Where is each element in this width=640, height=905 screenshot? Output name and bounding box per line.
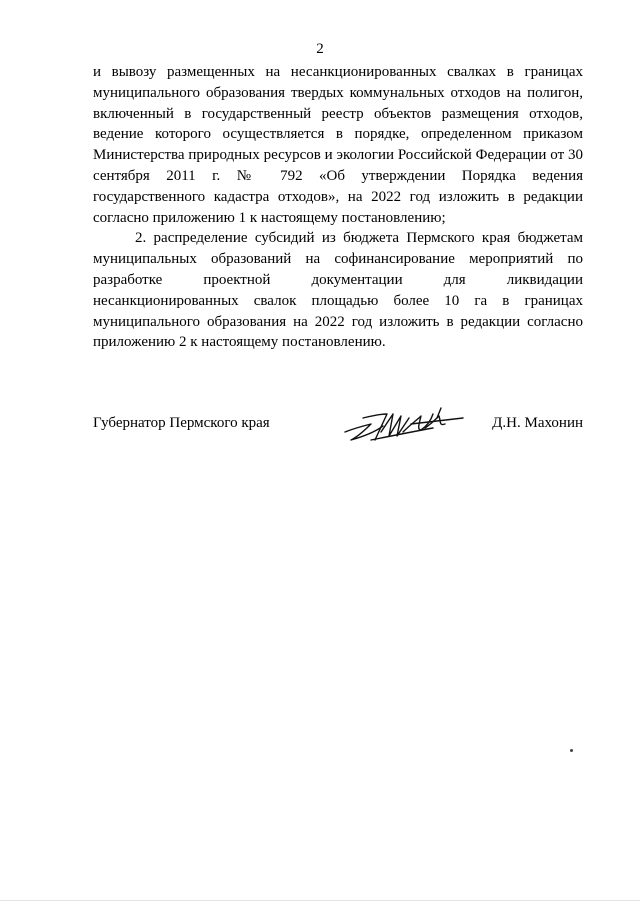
- signature-block: [93, 400, 583, 450]
- page-bottom-edge: [0, 900, 640, 901]
- paragraph-item-2: 2. распределение субсидий из бюджета Пермского края бюджетам муниципальных образований на софинансирование мероприятий по разработке проектной документации для ликвидации несанкционированных свалок площадью более 10 га в границах муниципального образования на 2022 год изложить в редакции согласно приложению 2 к настоящему постановлению.: [93, 230, 583, 351]
- paragraph-continuation: и вывозу размещенных на несанкционированных свалках в границах муниципального образования твердых коммунальных отходов на полигон, включенный в государственный реестр объектов размещения отходов, ведение которого осуществляется в порядке, определенном приказом Министерства природных ресурсов и экологии Российской Федерации от 30 сентября 2011 г. № 792 «Об утверждении Порядка ведения государственного кадастра отходов», на 2022 год изложить в редакции согласно приложению 1 к настоящему постановлению;: [93, 64, 583, 226]
- signatory-name: Д.Н. Махонин: [492, 415, 583, 431]
- scan-speck: [570, 749, 573, 752]
- signatory-title: Губернатор Пермского края: [93, 415, 270, 431]
- document-body: [93, 62, 583, 353]
- handwritten-signature: [341, 402, 467, 446]
- page-number: 2: [316, 41, 324, 57]
